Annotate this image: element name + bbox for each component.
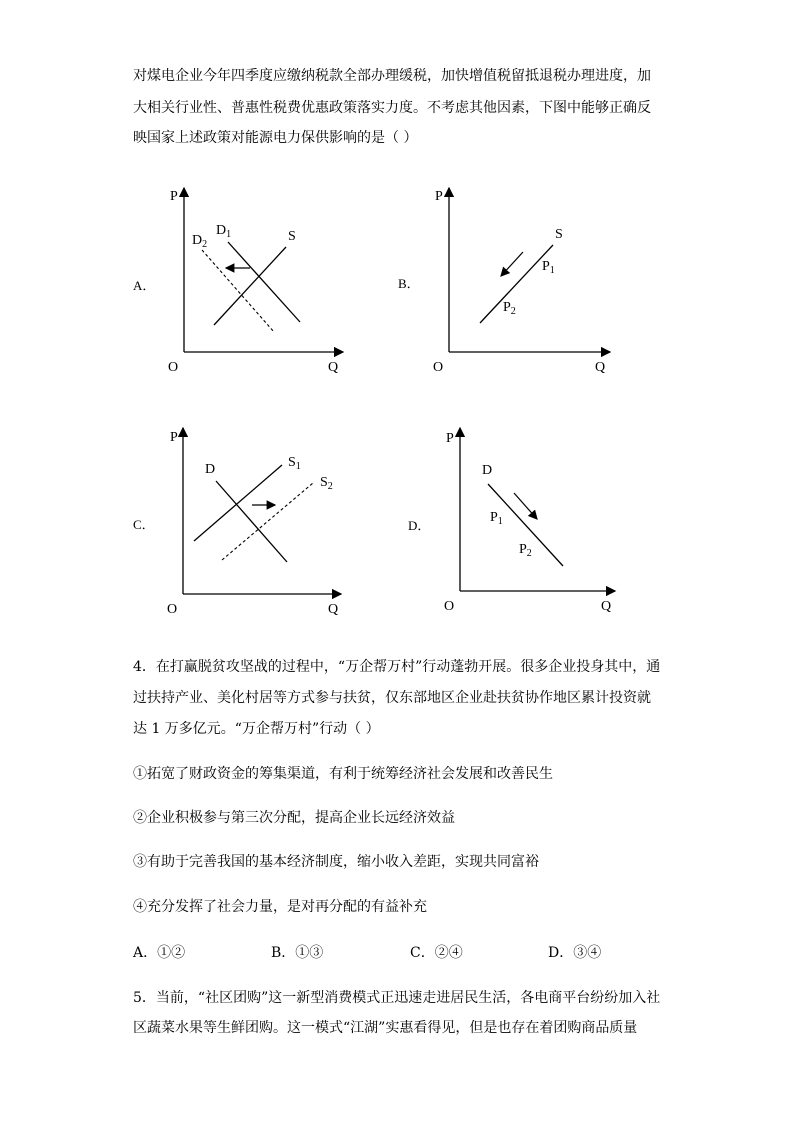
demand-curve-d [216,481,287,562]
q3-line-3: 映国家上述政策对能源电力保供影响的是（ ） [133,130,418,146]
graph-b [433,188,610,375]
q5-line-2: 区蔬菜水果等生鲜团购。这一模式“江湖”实惠看得见，但是也存在着团购商品质量 [133,1020,638,1036]
graph-b-p-label: P [435,189,443,204]
q3-line-2: 大相关行业性、普惠性税费优惠政策落实力度。不考虑其他因素，下图中能够正确反 [133,100,651,116]
supply-curve-s [480,245,553,323]
graph-b-label: B． [398,276,420,291]
graph-c-label: C． [133,517,155,532]
supply-curve-s [214,247,286,325]
graph-b-q-label: Q [595,360,606,375]
move-down-arrow [501,252,523,276]
demand-curve-d2 [202,250,274,332]
graph-d-p1-label: $P_1$ [490,510,503,527]
graph-d [444,428,615,614]
supply-curve-s2 [222,483,313,560]
q4-option-c[interactable]: C．②④ [410,945,463,961]
graph-d-p2-label: $P_2$ [519,542,532,559]
graph-c-s2-label: $S_2$ [320,475,333,492]
graph-d-p-label: P [446,431,454,446]
graph-a [168,188,343,375]
graph-d-d-label: D [482,463,493,478]
q4-option-b[interactable]: B．①③ [271,945,324,961]
q4-line-2: 过扶持产业、美化村居等方式参与扶贫，仅东部地区企业赴扶贫协作地区累计投资就 [133,690,651,706]
graph-a-q-label: Q [328,360,339,375]
graph-a-s-label: S [288,229,296,244]
graph-a-p-label: P [170,189,178,204]
graph-b-origin-label: O [433,360,444,375]
graph-d-q-label: Q [601,599,612,614]
graph-a-d1-label: $D_1$ [216,223,232,240]
move-down-arrow [514,493,537,519]
graph-a-origin-label: O [168,360,179,375]
graph-d-label: D． [408,518,431,533]
q4-line-3: 达 1 万多亿元。“万企帮万村”行动（ ） [133,721,380,737]
graph-a-label: A． [133,278,156,293]
graph-a-d2-label: $D_2$ [192,233,208,250]
graph-c-d-label: D [205,462,216,477]
graph-c-origin-label: O [167,602,178,617]
q4-item-2: ②企业积极参与第三次分配，提高企业长远经济效益 [133,810,455,826]
graph-b-p2-label: $P_2$ [503,300,516,317]
q4-option-a[interactable]: A．①② [133,945,186,961]
q4-line-1: 4．在打赢脱贫攻坚战的过程中，“万企帮万村”行动蓬勃开展。很多企业投身其中，通 [133,659,661,675]
q5-line-1: 5．当前，“社区团购”这一新型消费模式正迅速走进居民生活，各电商平台纷纷加入社 [133,990,661,1006]
q4-item-4: ④充分发挥了社会力量，是对再分配的有益补充 [133,899,427,915]
graph-c-q-label: Q [328,602,339,617]
graph-c-p-label: P [170,430,178,445]
q3-line-1: 对煤电企业今年四季度应缴纳税款全部办理缓税，加快增值税留抵退税办理进度，加 [133,68,651,84]
q4-item-1: ①拓宽了财政资金的筹集渠道，有利于统筹经济社会发展和改善民生 [133,766,553,782]
graph-b-p1-label: $P_1$ [542,259,555,276]
q4-option-d[interactable]: D．③④ [548,945,602,961]
q4-item-3: ③有助于完善我国的基本经济制度，缩小收入差距，实现共同富裕 [133,854,539,870]
graph-d-origin-label: O [444,599,455,614]
graph-c [167,428,341,617]
demand-curve-d1 [228,242,300,322]
graph-c-s1-label: $S_1$ [288,455,301,472]
graph-b-s-label: S [555,227,563,242]
